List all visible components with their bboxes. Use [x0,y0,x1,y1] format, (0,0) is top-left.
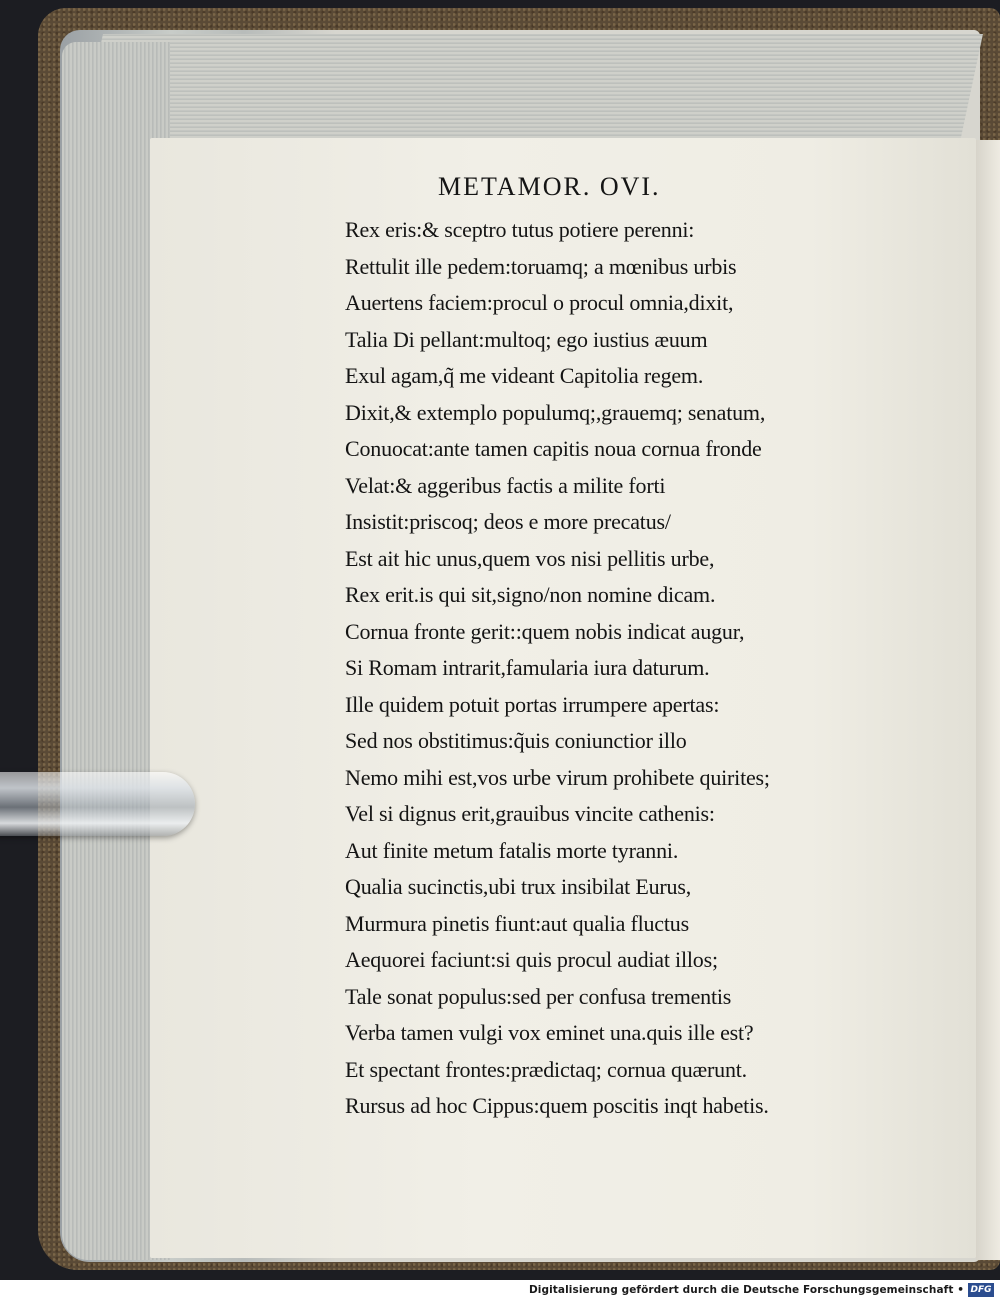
verse-line: Si Romam intrarit,famularia iura daturum. [345,655,710,680]
footer-bar [0,1280,1000,1302]
verse-text [345,212,805,1125]
verse-line: Ille quidem potuit portas irrumpere apertas: [345,691,720,717]
facing-page-edge [976,140,1000,1260]
dfg-logo: DFG [968,1283,994,1297]
verse-line: Cornua fronte gerit::quem nobis indicat augur, [345,618,745,644]
verse-line: Nemo mihi est,vos urbe virum prohibete quirites; [345,764,770,790]
funding-credit: Digitalisierung gefördert durch die Deutsche Forschungsgemeinschaft • [528,1284,964,1296]
verse-line: Talia Di pellant:multoq; ego iustius æuum [345,326,708,352]
glass-page-holder [0,772,195,836]
verse-line: Insistit:priscoq; deos e more precatus/ [345,509,671,534]
verse-line: Qualia sucinctis,ubi trux insibilat Eurus, [345,874,691,899]
verse-line: Velat:& aggeribus factis a milite forti [345,472,666,498]
verse-line: Rettulit ille pedem:toruamq; a mœnibus urbis [345,253,737,279]
verse-line: Dixit,& extemplo populumq;,grauemq; senatum, [345,399,766,425]
verse-line: Rursus ad hoc Cippus:quem poscitis inqt habetis. [345,1093,769,1118]
verse-line: Tale sonat populus:sed per confusa trementis [345,983,732,1009]
verse-line: Aut finite metum fatalis morte tyranni. [345,837,679,863]
verse-line: Murmura pinetis fiunt:aut qualia fluctus [345,910,689,936]
verse-line: Vel si dignus erit,grauibus vincite cathenis: [345,801,715,826]
verse-line: Conuocat:ante tamen capitis noua cornua fronde [345,436,762,461]
verse-line: Exul agam,q̃ me videant Capitolia regem. [345,363,704,388]
page-header: METAMOR. OVI. [438,172,661,201]
verse-line: Et spectant frontes:prædictaq; cornua quærunt. [345,1056,747,1082]
verse-line: Sed nos obstitimus:q̃uis coniunctior illo [345,728,687,753]
top-page-edges [80,34,983,142]
verse-line: Aequorei faciunt:si quis procul audiat illos; [345,947,718,972]
verse-line: Est ait hic unus,quem vos nisi pellitis urbe, [345,545,715,571]
verse-line: Auertens faciem:procul o procul omnia,dixit, [345,290,734,315]
verse-line: Verba tamen vulgi vox eminet una.quis ille est? [345,1020,754,1045]
verse-line: Rex eris:& sceptro tutus potiere perenni: [345,217,695,242]
verse-line: Rex erit.is qui sit,signo/non nomine dicam. [345,582,716,607]
